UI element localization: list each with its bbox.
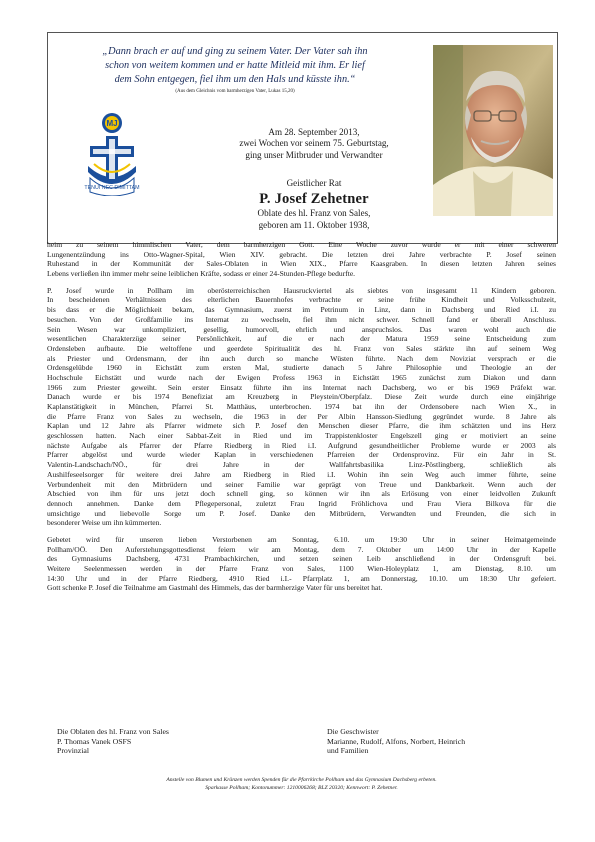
signature-line: P. Thomas Vanek OSFS: [57, 736, 132, 746]
text-line: besonderer Weise um ihn kümmerten.: [47, 518, 162, 528]
text-line: Pfarrer abgelöst und wurde wieder Kaplan in verschiedenen Pfarreien der Ordensprovinz. Für ein Jahr in St.: [47, 450, 556, 460]
text-line: Danach wurde er bis 1974 Benefiziat am Kreuzberg in Pleystein/Oberpfalz. Diese Zeit wurde durch eine einjährige: [47, 392, 556, 402]
signature-family: [327, 727, 465, 756]
text-line: Ruhestand in der Kommunität der Sales-Oblaten in Wien XIX., Pfarre Kaasgraben. In diesen letzten Jahren seines: [47, 259, 556, 269]
paragraph-services: [47, 535, 556, 593]
text-line: Hochschule Eichstätt und wurde nach der Ewigen Profess 1963 in Eichstätt 1965 zunächst zum Diakon und dann: [47, 372, 556, 382]
text-line: heim zu seinem himmlischen Vater, dem barmherzigen Gott. Eine Woche zuvor wurde er mit einer schweren: [47, 240, 556, 249]
bible-quote: [58, 45, 412, 96]
text-line: die Pfarre Franz von Sales zu wechseln, die 1963 in der Per Albin Hansson-Siedlung gegründet wurde. 8 Jahre als: [47, 411, 556, 421]
announcement-line: ging unser Mitbruder und Verwandter: [245, 149, 383, 160]
signature-line: Die Oblaten des hl. Franz von Sales: [57, 727, 169, 736]
osfs-logo: [82, 110, 142, 196]
birth-date: geboren am 11. Oktober 1938,: [258, 219, 370, 230]
text-line: bis dass er die Möglichkeit bekam, das Gymnasium, zuerst im Petrinum in Linz, dann in Dachsberg und Ried i.I. zu: [47, 305, 556, 315]
text-line: Weitere Seelenmessen werden in der Pfarre Franz von Sales, 1100 Wien-Holeyplatz 1, am Dienstag, 8.10. um: [47, 564, 556, 573]
text-line: Ordensgelübde 1960 in Eichstätt zum ersten Mal, studierte danach 5 Jahre Philosophie und Theologie an der: [47, 363, 556, 373]
text-line: umsichtige und liebevolle Sorge um P. Josef. Danke den Mitbrüdern, Verwandten und Freunden, die sich in: [47, 508, 556, 518]
text-line: Gott schenke P. Josef die Teilnahme am Gastmahl des Himmels, das der barmherzige Vater für uns bereitet hat.: [47, 583, 383, 593]
text-line: Verbundenheit mit den Mitbrüdern und seiner Familie war geprägt von Treue und Dankbarkeit. Wenn auch der: [47, 479, 556, 489]
portrait-image: [433, 45, 553, 216]
quote-line: schon von weitem kommen und er hatte Mitleid mit ihm. Er lief: [105, 60, 365, 72]
announcement-line: Am 28. September 2013,: [268, 127, 360, 137]
text-line: des Gymnasiums Dachsberg, 4731 Prambachkirchen, und setzen seinen Leib anschließend in der Ordensgruft bei.: [47, 554, 556, 564]
bank-details: Sparkasse Pollham; Kontonummer: 1210006268; BLZ 20320; Kennwort: P. Zehetner.: [205, 785, 398, 792]
text-line: Valentin-Landschach/NÖ., für drei Jahre in der Wallfahrtsbasilika Linz-Pöstlingberg, schließlich als: [47, 460, 556, 470]
text-line: Kaplanstätigkeit in München, Pfarrei St. Matthäus, unterbrochen. 1974 bat ihn der Ordensobere nach Wien X., in: [47, 402, 556, 411]
paragraph-biography: [47, 286, 556, 528]
text-line: 14:30 Uhr und in der Pfarre Riedberg, 4910 Ried i.I.- Pfarrplatz 1, am Donnerstag, 10.10. um 18:30 Uhr gefeiert.: [47, 573, 556, 583]
logo-motto: TENUI NEC DIMITTAM: [84, 185, 140, 191]
signature-oblates: [57, 727, 169, 756]
logo-monogram: MJ: [106, 119, 118, 128]
text-line: dennoch annehmen. Danke dem Pflegepersonal, zuletzt Frau Ingrid Fröhlichova und Frau Viera Bilkova für die: [47, 498, 556, 508]
portrait-photo: [433, 45, 553, 216]
signature-line: und Familien: [327, 746, 369, 756]
text-line: nächste Aufgabe als Pfarrer der Pfarre Riedberg in Ried i.I. Aufgrund gesundheitlicher Probleme wurde er 2003 als: [47, 440, 556, 450]
text-line: Aushilfeseelsorger für weitere drei Jahre am Riedberg in Ried i.I. Wohin ihn sein Weg auch immer führte, seine: [47, 469, 556, 479]
text-line: geschlossen hatten. Nach einer Sabbat-Zeit in Ried und im Trappistenkloster Engelszell ging er motiviert an seine: [47, 431, 556, 441]
order-affiliation: Oblate des hl. Franz von Sales,: [257, 208, 371, 219]
text-line: Kaplan und 12 Jahre als Pfarrer widmete sich P. Josef den Menschen dieser Pfarre, die ihm schätzten und ins Herz: [47, 421, 556, 431]
text-line: P. Josef wurde in Pollham im oberösterreichischen Hausruckviertel als siebtes von insgesamt 11 Kindern geboren.: [47, 285, 556, 295]
text-line: Lungenentzündung ins Otto-Wagner-Spital, Wien XIV. gebracht. Die letzten drei Jahre verbrachte P. Josef seinen: [47, 249, 556, 259]
signature-line: Die Geschwister: [327, 727, 379, 736]
quote-line: „Dann brach er auf und ging zu seinem Vater. Der Vater sah ihn: [102, 46, 368, 57]
quote-source: (Aus dem Gleichnis vom barmherzigen Vater, Lukas 15,20): [175, 88, 295, 94]
text-line: wesentlichen Charakterzüge seiner Persönlichkeit, auf die er nach der Matura 1959 seine Entscheidung zum: [47, 334, 556, 344]
quote-line: dem Sohn entgegen, fiel ihm um den Hals und küsste ihn.“: [114, 74, 356, 86]
text-line: Abschied von ihm für uns jetzt doch schnell ging, so können wir ihn als Erlösung von einer leidvollen Zukunft: [47, 489, 556, 499]
text-line: als Priester und Ordensmann, der ihn auch durch so manche Wüsten führte. Nach dem Noviziat versprach er die: [47, 353, 556, 363]
honorific-title: Geistlicher Rat: [286, 178, 342, 188]
text-line: Ordensleben aufbaute. Die weltoffene und geerdete Spiritualität des hl. Franz von Sales stärkte ihn auf seinem Weg: [47, 343, 556, 353]
text-line: Pollham/OÖ. Den Auferstehungsgottesdienst feiern wir am Montag, dem 7. Oktober um 14:00 Uhr in der Kapelle: [47, 544, 556, 554]
text-line: Lebens verließen ihn immer mehr seine leiblichen Kräfte, sodass er einer 24-Stunden-Pflege bedurfte.: [47, 269, 356, 279]
donation-note: [47, 776, 556, 793]
signature-line: Marianne, Rudolf, Alfons, Norbert, Heinrich: [327, 736, 466, 746]
obituary-text: [47, 240, 556, 593]
announcement-line: zwei Wochen vor seinem 75. Geburtstag,: [239, 138, 389, 149]
text-line: In bescheidenen Verhältnissen des elterlichen Bauernhofes verbrachte er seine frühe Kindheit und Volksschulzeit,: [47, 295, 556, 305]
deceased-info: [200, 178, 428, 231]
paragraph-death: [47, 240, 556, 279]
signature-line: Provinzial: [57, 746, 90, 756]
cross-logo-icon: [82, 110, 142, 196]
death-announcement: [200, 127, 428, 161]
text-line: Gebetet wird für unseren lieben Verstorbenen am Sonntag, 6.10. um 19:30 Uhr in seiner Heimatgemeinde: [47, 534, 556, 544]
donation-text: Anstelle von Blumen und Kränzen werden Spenden für die Pfarrkirche Pollham und das Gymnasium Dachsberg erbeten.: [166, 777, 437, 783]
deceased-name: P. Josef Zehetner: [259, 191, 369, 208]
text-line: besuchen. Von der Großfamilie ins Internat zu wechseln, fiel ihm nicht schwer. Schnell fand er überall Anschluss.: [47, 314, 556, 324]
text-line: Sein Wesen war unkompliziert, gesellig, humorvoll, ehrlich und anspruchslos. Das waren wohl auch die: [47, 324, 556, 334]
text-line: 1966 zum Priester geweiht. Sein erster Einsatz führte ihn ins Internat nach Dachsberg, wo er bis 1969 Präfekt war.: [47, 382, 556, 392]
